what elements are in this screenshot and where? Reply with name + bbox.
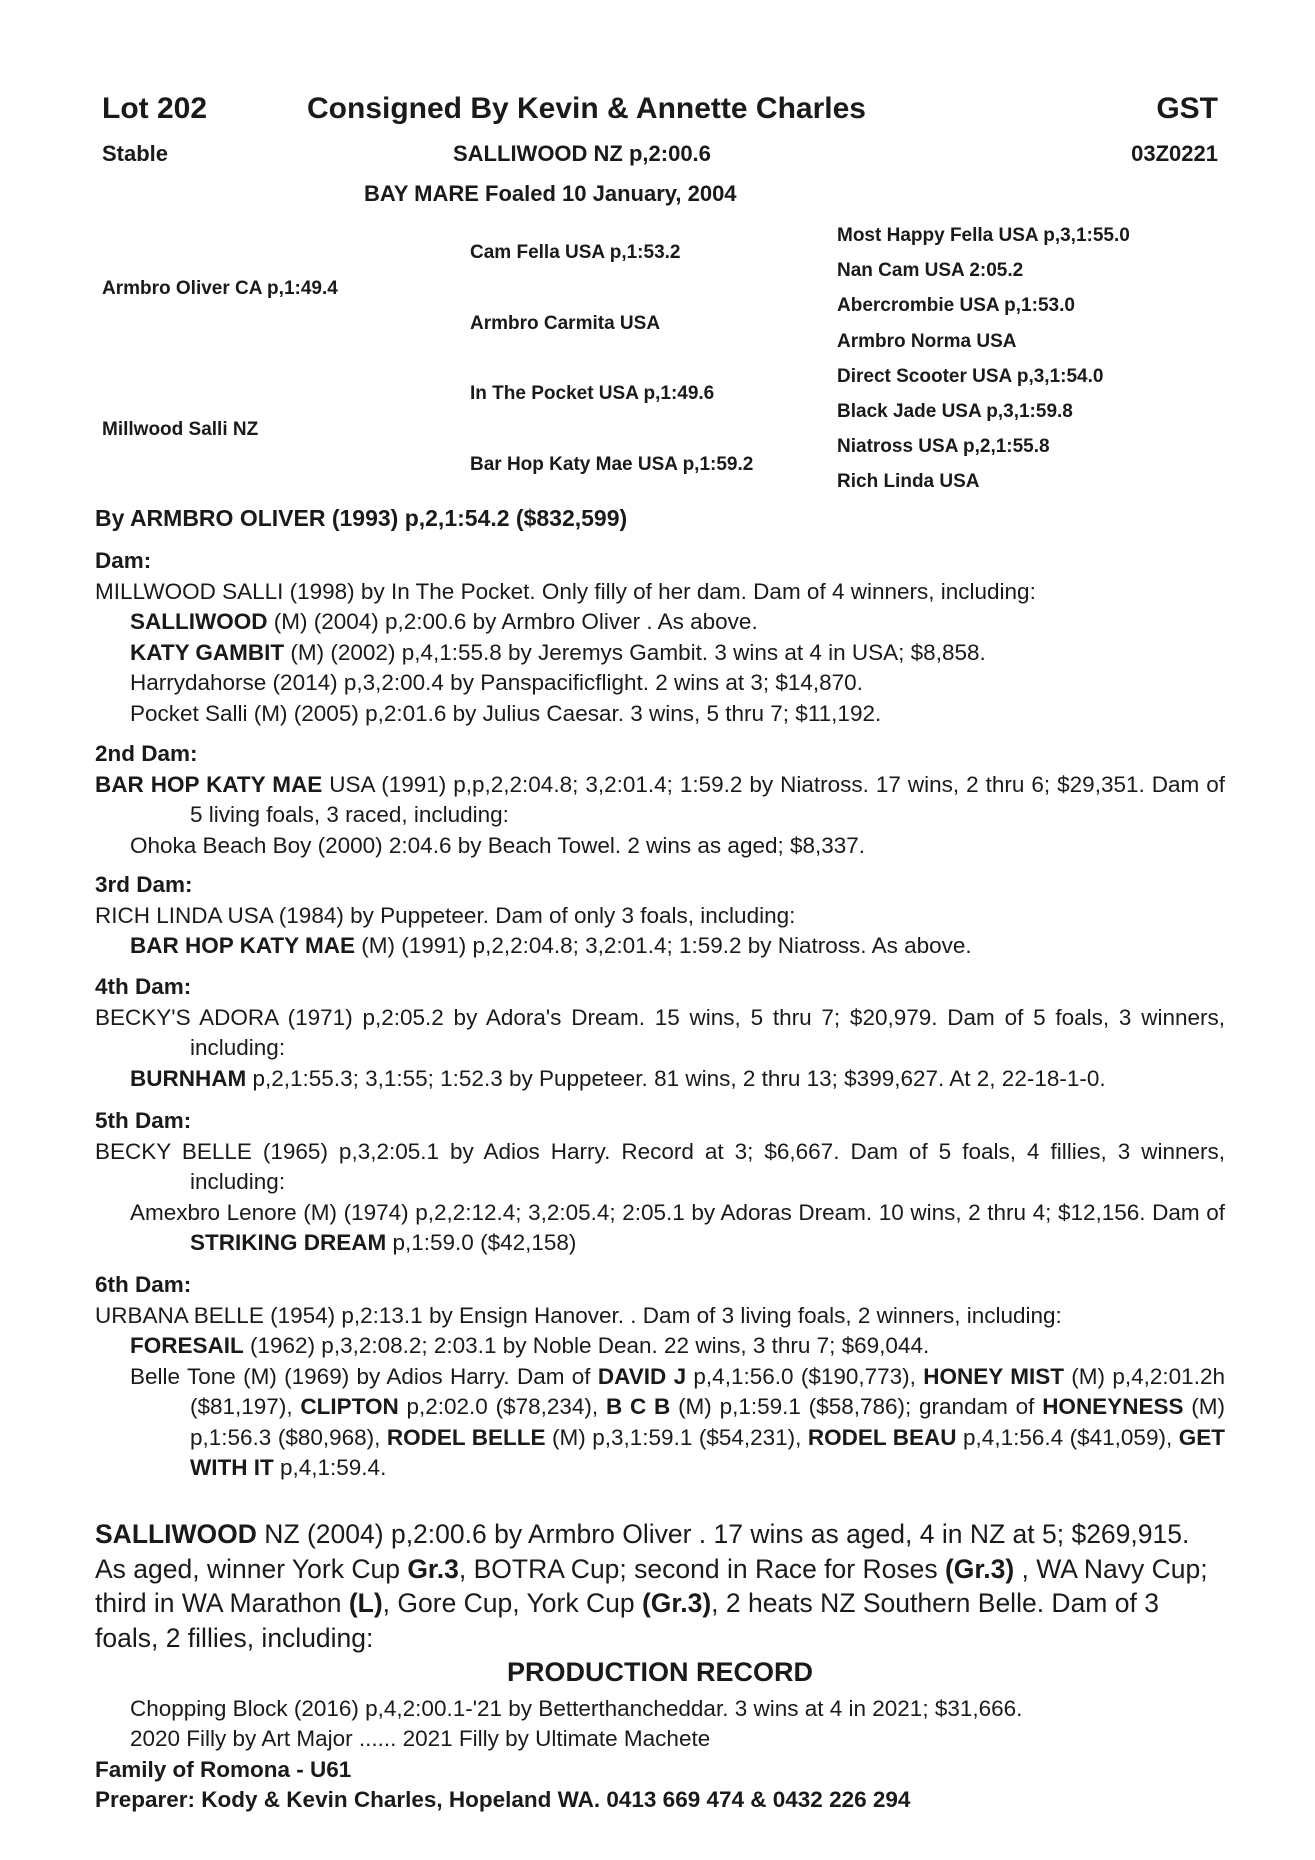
sire-line: By ARMBRO OLIVER (1993) p,2,1:54.2 ($832,599)	[95, 505, 628, 531]
dam2-section	[95, 739, 1225, 861]
summary-part: , Gore Cup, York Cup	[382, 1588, 642, 1618]
progeny-details: p,4,1:56.4 ($41,059),	[956, 1424, 1179, 1450]
pedigree-gen3: Direct Scooter USA p,3,1:54.0	[837, 366, 1104, 387]
progeny-details: p,4,1:59.4.	[273, 1455, 387, 1480]
pedigree-gen3: Rich Linda USA	[837, 471, 980, 492]
summary-text	[95, 1517, 1225, 1655]
production-entry: Chopping Block (2016) p,4,2:00.1-'21 by Betterthancheddar. 3 wins at 4 in 2021; $31,666.	[130, 1696, 1023, 1721]
dam-description: BECKY BELLE (1965) p,3,2:05.1 by Adios Harry. Record at 3; $6,667. Dam of 5 foals, 4 fillies, 3 winners, including:	[95, 1138, 1225, 1194]
section-title: 5th Dam:	[95, 1108, 192, 1133]
progeny-entry	[95, 1362, 1225, 1484]
progeny-details: p,4,1:56.0 ($190,773),	[686, 1363, 924, 1389]
pedigree-dam: Millwood Salli NZ	[102, 419, 259, 440]
production-entry: 2020 Filly by Art Major ...... 2021 Filly by Ultimate Machete	[130, 1726, 711, 1751]
progeny-entry	[95, 607, 1225, 638]
pedigree-gen2: In The Pocket USA p,1:49.6	[470, 383, 715, 404]
summary-part: , WA Navy Cup; third in WA Marathon	[95, 1553, 1208, 1618]
pedigree-gen3: Armbro Norma USA	[837, 331, 1017, 352]
progeny-name: KATY GAMBIT	[130, 639, 285, 665]
progeny-name: BURNHAM	[130, 1065, 247, 1091]
summary-part: , BOTRA Cup; second in Race for Roses	[458, 1553, 945, 1584]
progeny-name: STRIKING DREAM	[190, 1230, 387, 1255]
pedigree-gen3: Nan Cam USA 2:05.2	[837, 260, 1024, 281]
dam-details: USA (1991) p,p,2,2:04.8; 3,2:01.4; 1:59.2 by Niatross. 17 wins, 2 thru 6; $29,351. Dam of 5 living foals, 3 raced, including:	[190, 771, 1225, 827]
progeny-name: BAR HOP KATY MAE	[130, 933, 356, 958]
progeny-name: DAVID J	[597, 1363, 687, 1389]
progeny-name: HONEY MIST	[923, 1363, 1064, 1389]
progeny-details: p,2:02.0 ($78,234),	[398, 1394, 606, 1419]
progeny-name: B C B	[605, 1394, 671, 1419]
dam5-section	[95, 1106, 1225, 1259]
section-title: 6th Dam:	[95, 1272, 192, 1297]
section-title: Dam:	[95, 548, 152, 573]
grade-label: Gr.3	[407, 1553, 459, 1584]
horse-name: SALLIWOOD NZ p,2:00.6	[453, 141, 711, 166]
section-title: 3rd Dam:	[95, 872, 193, 897]
progeny-entry	[95, 931, 1225, 962]
progeny-details: (M) p,1:56.3 ($80,968),	[190, 1394, 1225, 1450]
pedigree-gen2: Armbro Carmita USA	[470, 313, 661, 334]
reference-code: 03Z0221	[1131, 141, 1218, 166]
pedigree-gen3: Most Happy Fella USA p,3,1:55.0	[837, 225, 1130, 246]
location: Stable	[102, 141, 169, 166]
dam-description: MILLWOOD SALLI (1998) by In The Pocket. Only filly of her dam. Dam of 4 winners, including:	[95, 578, 1036, 604]
code: GST	[1156, 92, 1218, 125]
progeny-details: (M) p,4,2:01.2h ($81,197),	[190, 1363, 1225, 1419]
dam6-section	[95, 1270, 1225, 1484]
preparer-line: Preparer: Kody & Kevin Charles, Hopeland WA. 0413 669 474 & 0432 226 294	[95, 1787, 911, 1812]
pedigree-gen3: Abercrombie USA p,1:53.0	[837, 295, 1075, 316]
progeny-name: FORESAIL	[130, 1333, 244, 1358]
progeny-details: (M) p,1:59.1 ($58,786); grandam of	[670, 1394, 1043, 1419]
summary-horse-name: SALLIWOOD	[95, 1519, 257, 1549]
progeny-entry: Pocket Salli (M) (2005) p,2:01.6 by Julius Caesar. 3 wins, 5 thru 7; $11,192.	[130, 700, 882, 726]
pedigree-gen2: Bar Hop Katy Mae USA p,1:59.2	[470, 454, 754, 475]
progeny-entry: Harrydahorse (2014) p,3,2:00.4 by Panspacificflight. 2 wins at 3; $14,870.	[130, 670, 863, 695]
dam-description: BECKY'S ADORA (1971) p,2:05.2 by Adora's Dream. 15 wins, 5 thru 7; $20,979. Dam of 5 foals, 3 winners, including:	[95, 1004, 1225, 1060]
race-summary	[95, 1517, 1225, 1690]
progeny-details: Belle Tone (M) (1969) by Adios Harry. Dam of	[130, 1363, 598, 1389]
dam4-section	[95, 972, 1225, 1094]
progeny-details: Amexbro Lenore (M) (1974) p,2,2:12.4; 3,2:05.4; 2:05.1 by Adoras Dream. 10 wins, 2 thru 4; $12,156. Dam of	[130, 1199, 1225, 1225]
dam3-section	[95, 870, 1225, 962]
progeny-entry	[95, 1198, 1225, 1259]
pedigree-gen3: Niatross USA p,2,1:55.8	[837, 436, 1050, 457]
progeny-name: GET WITH IT	[190, 1424, 1225, 1480]
progeny-name: CLIPTON	[300, 1394, 399, 1419]
grade-label: (Gr.3)	[641, 1588, 712, 1618]
progeny-details: (M) (2004) p,2:00.6 by Armbro Oliver . As above.	[267, 609, 758, 634]
dam-description	[95, 770, 1225, 831]
pedigree-sire: Armbro Oliver CA p,1:49.4	[102, 278, 338, 299]
lot-number: Lot 202	[102, 92, 208, 125]
horse-description: BAY MARE Foaled 10 January, 2004	[364, 181, 737, 206]
pedigree-gen3: Black Jade USA p,3,1:59.8	[837, 401, 1073, 422]
progeny-entry: Ohoka Beach Boy (2000) 2:04.6 by Beach Towel. 2 wins as aged; $8,337.	[130, 832, 866, 858]
progeny-details: (1962) p,3,2:08.2; 2:03.1 by Noble Dean. 22 wins, 3 thru 7; $69,044.	[243, 1333, 930, 1358]
progeny-name: RODEL BELLE	[386, 1424, 546, 1450]
progeny-name: HONEYNESS	[1042, 1394, 1184, 1419]
pedigree-gen2: Cam Fella USA p,1:53.2	[470, 242, 681, 263]
grade-label: (L)	[348, 1588, 383, 1618]
progeny-details: p,1:59.0 ($42,158)	[386, 1230, 577, 1255]
production-title: PRODUCTION RECORD	[506, 1657, 813, 1687]
progeny-entry	[95, 1064, 1225, 1095]
progeny-details: p,2,1:55.3; 3,1:55; 1:52.3 by Puppeteer. 81 wins, 2 thru 13; $399,627. At 2, 22-18-1-0.	[246, 1065, 1106, 1091]
dam-section	[95, 546, 1225, 729]
progeny-name: SALLIWOOD	[130, 609, 268, 634]
progeny-details: (M) p,3,1:59.1 ($54,231),	[545, 1424, 808, 1450]
consignor: Consigned By Kevin & Annette Charles	[307, 92, 866, 125]
dam-name: BAR HOP KATY MAE	[95, 771, 323, 797]
dam-description: RICH LINDA USA (1984) by Puppeteer. Dam of only 3 foals, including:	[95, 902, 796, 928]
progeny-details: (M) (1991) p,2,2:04.8; 3,2:01.4; 1:59.2 by Niatross. As above.	[355, 933, 972, 958]
section-title: 4th Dam:	[95, 974, 192, 999]
progeny-details: (M) (2002) p,4,1:55.8 by Jeremys Gambit. 3 wins at 4 in USA; $8,858.	[284, 639, 986, 665]
section-title: 2nd Dam:	[95, 741, 198, 766]
family-line: Family of Romona - U61	[95, 1757, 352, 1782]
progeny-entry	[95, 1331, 1225, 1362]
progeny-name: RODEL BEAU	[807, 1424, 957, 1450]
summary-part: NZ (2004) p,2:00.6 by Armbro Oliver . 17 wins as aged, 4 in NZ at 5; $269,915. As aged, winner York Cup	[95, 1519, 1190, 1584]
dam-description: URBANA BELLE (1954) p,2:13.1 by Ensign Hanover. . Dam of 3 living foals, 2 winners, including:	[95, 1302, 1062, 1328]
summary-part: , 2 heats NZ Southern Belle. Dam of 3 foals, 2 fillies, including:	[95, 1588, 1159, 1653]
progeny-entry	[95, 638, 1225, 669]
grade-label: (Gr.3)	[944, 1553, 1015, 1584]
